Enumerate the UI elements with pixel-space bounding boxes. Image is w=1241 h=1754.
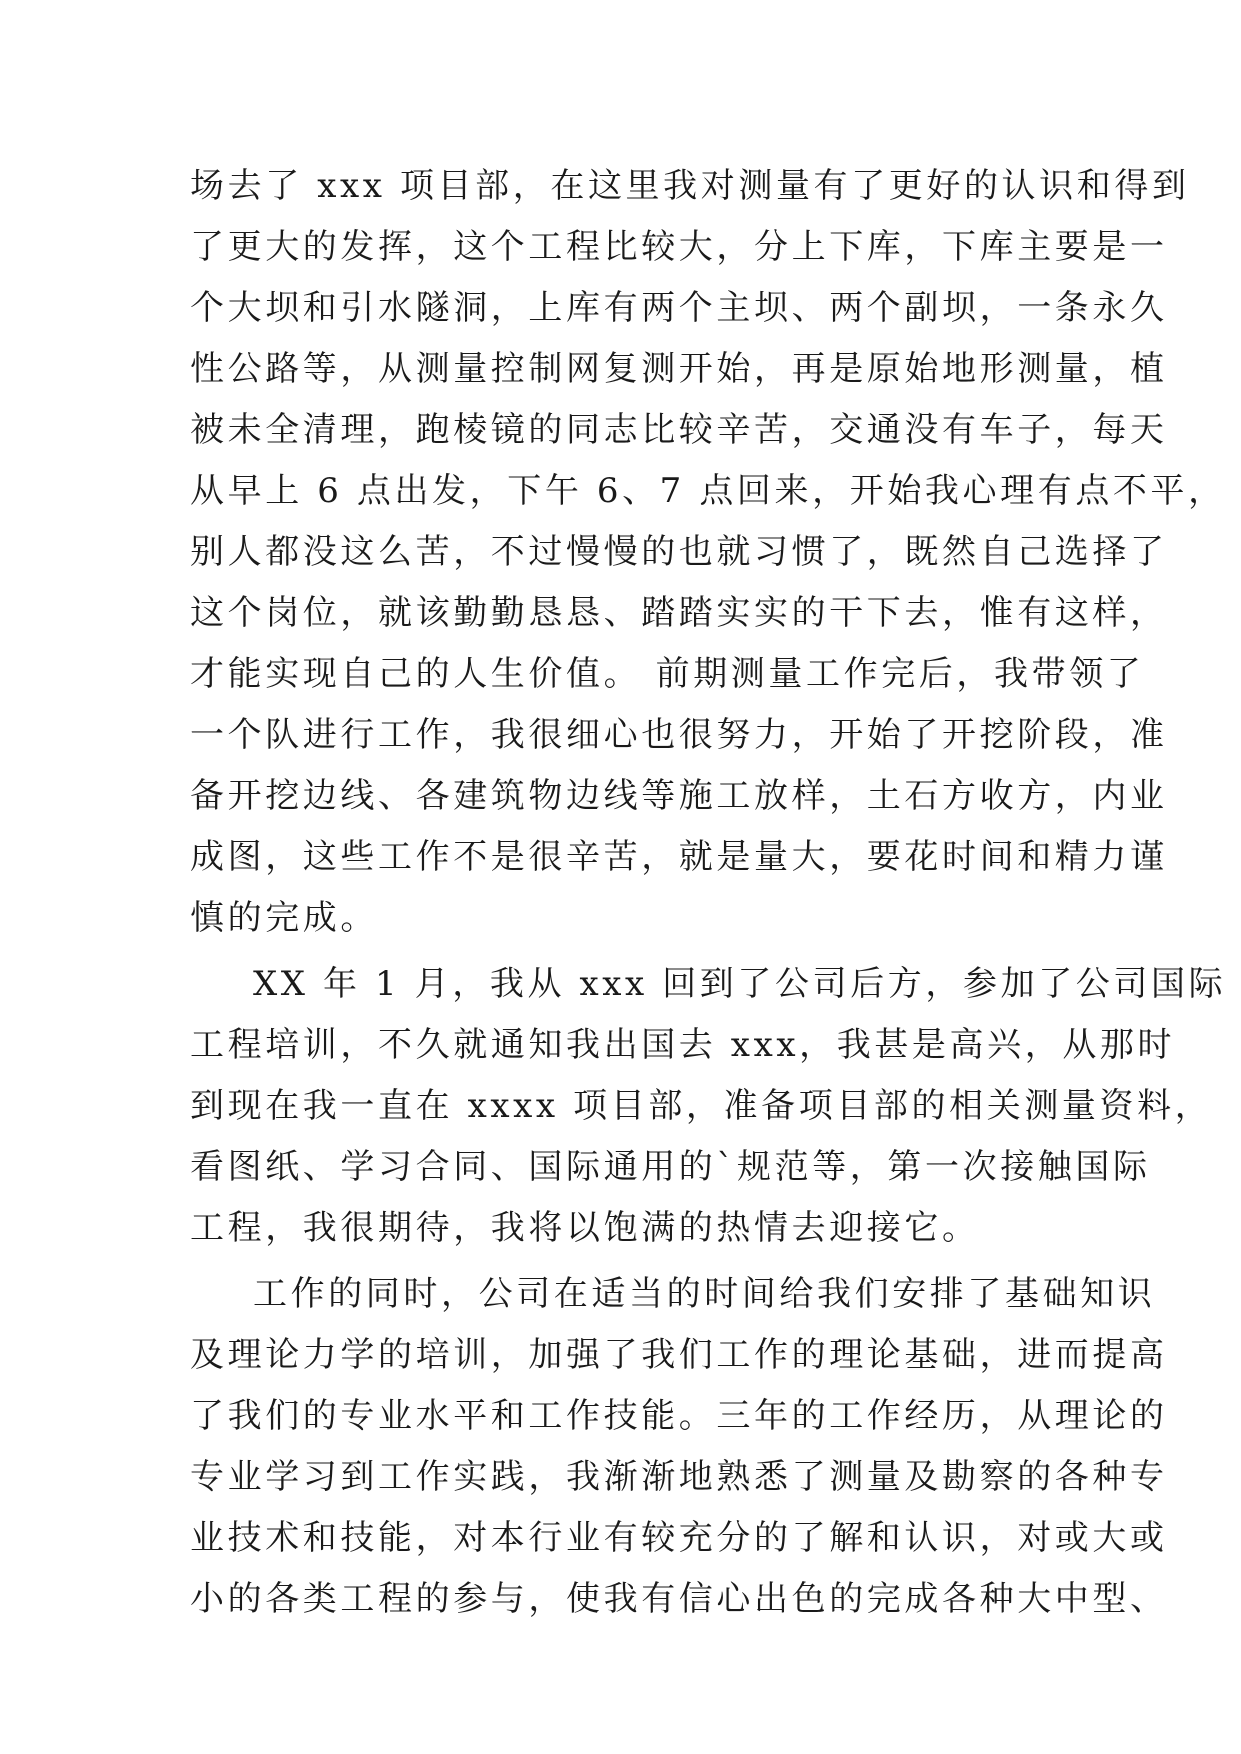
text-line: XX 年 1 月，我从 xxx 回到了公司后方，参加了公司国际 [253, 964, 1227, 1004]
text-line: 工作的同时，公司在适当的时间给我们安排了基础知识 [253, 1274, 1156, 1314]
paragraph-3-continued [190, 1325, 1168, 1630]
text-line: 慎的完成。 [190, 898, 378, 938]
text-line: 别人都没这么苦，不过慢慢的也就习惯了，既然自己选择了 [190, 532, 1168, 572]
paragraph-2 [190, 954, 1227, 1015]
text-line: 了我们的专业水平和工作技能。三年的工作经历，从理论的 [190, 1396, 1168, 1436]
text-line: 工程培训，不久就通知我出国去 xxx，我甚是高兴，从那时 [190, 1025, 1176, 1065]
text-line: 专业学习到工作实践，我渐渐地熟悉了测量及勘察的各种专 [190, 1457, 1168, 1497]
text-line: 了更大的发挥，这个工程比较大，分上下库，下库主要是一 [190, 227, 1168, 267]
text-line: 成图，这些工作不是很辛苦，就是量大，要花时间和精力谨 [190, 837, 1168, 877]
text-line: 及理论力学的培训，加强了我们工作的理论基础，进而提高 [190, 1335, 1168, 1375]
document-body [190, 156, 1227, 1630]
text-line: 备开挖边线、各建筑物边线等施工放样，土石方收方，内业 [190, 776, 1168, 816]
text-line: 到现在我一直在 xxxx 项目部，准备项目部的相关测量资料， [190, 1086, 1213, 1126]
text-line: 看图纸、学习合同、国际通用的`规范等，第一次接触国际 [190, 1147, 1151, 1187]
paragraph-3 [190, 1264, 1156, 1325]
text-line: 小的各类工程的参与，使我有信心出色的完成各种大中型、 [190, 1579, 1168, 1619]
text-line: 被未全清理，跑棱镜的同志比较辛苦，交通没有车子，每天 [190, 410, 1168, 450]
text-line: 从早上 6 点出发，下午 6、7 点回来，开始我心理有点不平， [190, 471, 1226, 511]
text-line: 性公路等，从测量控制网复测开始，再是原始地形测量，植 [190, 349, 1168, 389]
text-line: 场去了 xxx 项目部，在这里我对测量有了更好的认识和得到 [190, 166, 1190, 206]
text-line: 个大坝和引水隧洞，上库有两个主坝、两个副坝，一条永久 [190, 288, 1168, 328]
paragraph-1 [190, 156, 1226, 949]
paragraph-2-continued [190, 1015, 1213, 1259]
text-line: 工程，我很期待，我将以饱满的热情去迎接它。 [190, 1208, 980, 1248]
text-line: 业技术和技能，对本行业有较充分的了解和认识，对或大或 [190, 1518, 1168, 1558]
text-line: 一个队进行工作，我很细心也很努力，开始了开挖阶段，准 [190, 715, 1168, 755]
text-line: 这个岗位，就该勤勤恳恳、踏踏实实的干下去，惟有这样， [190, 593, 1168, 633]
text-line: 才能实现自己的人生价值。 前期测量工作完后，我带领了 [190, 654, 1145, 694]
